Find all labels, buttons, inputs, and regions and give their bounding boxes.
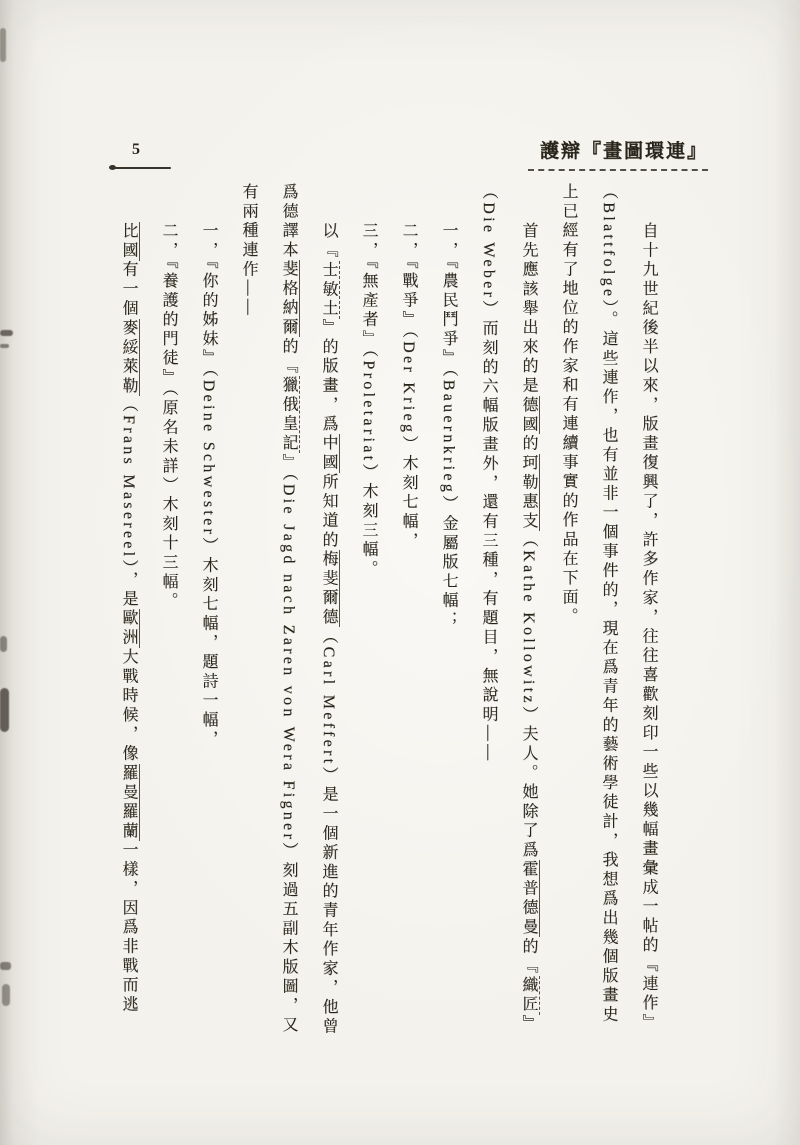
- scan-smudge: [0, 636, 7, 652]
- text-segment: （Carl Meffert）是一個新進的青年作家，他曾爲德譯本: [280, 183, 337, 1037]
- scan-smudge: [2, 984, 10, 1006]
- paragraph: [468, 183, 548, 1039]
- text-segment: 所知道的: [320, 472, 337, 551]
- scan-smudge: [0, 344, 9, 348]
- book-title: 士敏土: [320, 261, 340, 319]
- body-text: [98, 183, 668, 1039]
- proper-name: 珂勒惠支: [520, 454, 540, 531]
- text-segment: （Frans Masereel），是: [120, 395, 137, 610]
- text-segment: 首先應該舉出來的是: [520, 222, 537, 396]
- proper-name: 中國: [320, 434, 340, 473]
- proper-name: 歐洲: [120, 609, 140, 648]
- paragraph: [428, 183, 468, 1039]
- text-segment: 的『: [280, 337, 297, 377]
- text-segment: （Kathe Kollowitz）夫人。她除了爲: [520, 530, 537, 861]
- text-segment: 大戰時候，像: [120, 647, 137, 764]
- text-segment: 三，『無產者』（Proletariat）木刻三幅。: [360, 222, 377, 580]
- proper-name: 羅曼羅蘭: [120, 764, 140, 841]
- proper-name: 比國: [120, 222, 140, 261]
- scan-smudge: [0, 330, 13, 336]
- paragraph: [548, 183, 668, 1039]
- scan-smudge: [0, 688, 9, 732]
- text-segment: 一，『你的姊妹』（Deine Schwester）木刻七幅，題詩一幅，: [200, 222, 217, 750]
- paragraph: [148, 183, 188, 1039]
- text-segment: 』的版畫，爲: [320, 318, 337, 435]
- page-number: 5: [132, 141, 141, 158]
- paragraph: [388, 183, 428, 1039]
- text-segment: 一樣，因爲非戰而逃: [120, 840, 137, 1015]
- text-segment: 以『: [320, 222, 337, 261]
- text-segment: 二，『戰爭』（Der Krieg）木刻七幅，: [400, 222, 417, 552]
- text-segment: 二，『養護的門徒』（原名未詳）木刻十三幅。: [160, 222, 177, 612]
- book-title: 獵俄皇記: [280, 376, 300, 453]
- paragraph: [348, 183, 388, 1039]
- running-title: 護辯『畫圖環連』: [539, 141, 708, 162]
- page-number-rule: [111, 167, 171, 169]
- paragraph: [228, 183, 348, 1039]
- proper-name: 霍普德曼: [520, 860, 540, 937]
- paragraph: [108, 183, 148, 1039]
- text-segment: 』（Die Weber）而刻的六幅版畫外，還有三種，有題目，無說明——: [480, 183, 537, 1034]
- text-segment: 』（Die Jagd nach Zaren von Wera Figner）刻過五副木版圖，又有兩種連作——: [240, 183, 297, 1036]
- proper-name: 斐格納爾: [280, 260, 300, 337]
- scan-smudge: [0, 28, 6, 62]
- proper-name: 梅斐爾德: [320, 550, 340, 627]
- text-segment: 有一個: [120, 260, 137, 319]
- text-segment: 的: [520, 434, 537, 454]
- paragraph: [188, 183, 228, 1039]
- text-segment: 一，『農民鬥爭』（Bauernkrieg）金屬版七幅；: [440, 222, 457, 631]
- proper-name: 麥綏萊勒: [120, 319, 140, 396]
- running-title-rule: [528, 169, 708, 171]
- text-segment: 的『: [520, 937, 537, 977]
- proper-name: 德國: [520, 396, 540, 435]
- scan-smudge: [0, 962, 11, 970]
- text-segment: 自十九世紀後半以來，版畫復興了，許多作家，往往喜歡刻印一些以幾幅畫彙成一帖的『連作』（Blattfolge）。這些連作，也有並非一個事件的，現在爲青年的藝術學徒計，我想爲出幾個版畫史上已經有了地位的作家和有連續事實的作品在下面。: [560, 183, 657, 1033]
- book-title: 織匠: [520, 976, 540, 1015]
